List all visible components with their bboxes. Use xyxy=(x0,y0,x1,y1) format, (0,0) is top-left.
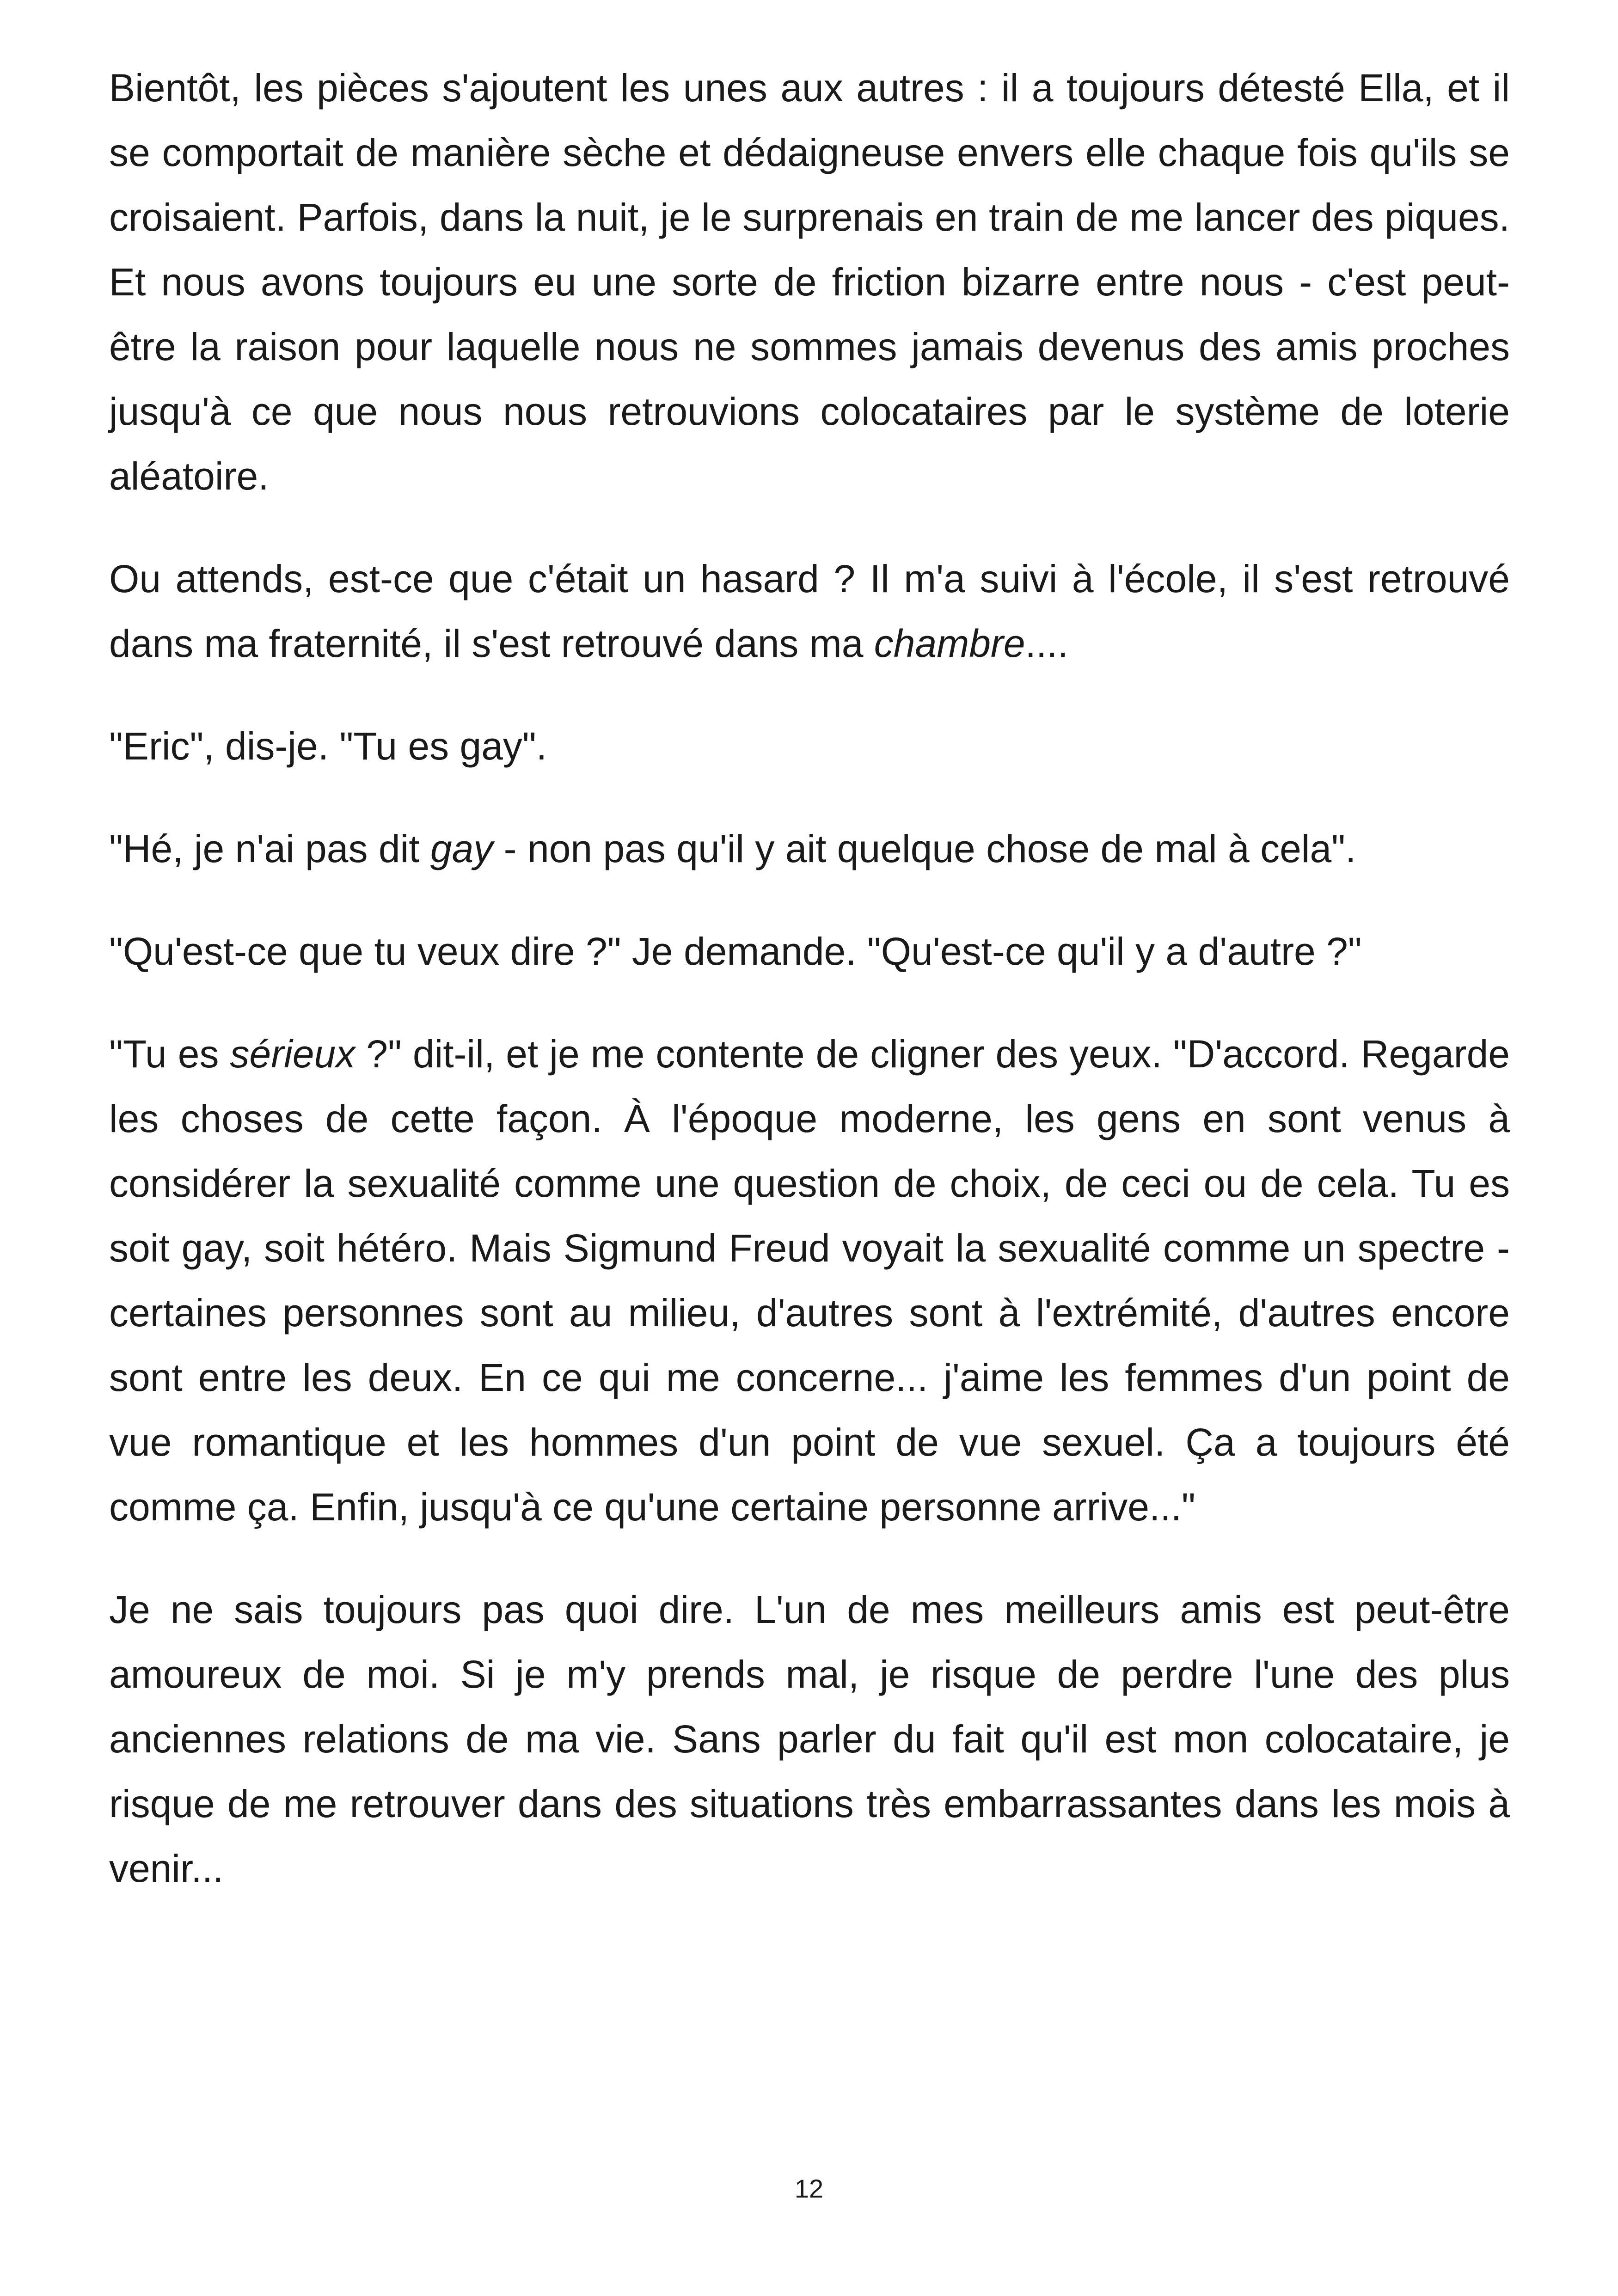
paragraph-1 xyxy=(109,55,1510,508)
paragraph-text: "Tu es xyxy=(109,1032,230,1076)
paragraph-text: "Hé, je n'ai pas dit xyxy=(109,827,430,870)
paragraph-6 xyxy=(109,1022,1510,1539)
paragraph-text: Je ne sais toujours pas quoi dire. L'un de mes meilleurs amis est peut-être amoureux de moi. Si je m'y prends mal, je risque de perdre l'une des plus anciennes relations de ma vie. Sans parler du fait qu'il est mon colocataire, je risque de me retrouver dans des situations très embarrassantes dans les mois à venir... xyxy=(109,1588,1510,1890)
paragraph-3 xyxy=(109,714,1510,778)
paragraph-text: - non pas qu'il y ait quelque chose de mal à cela". xyxy=(493,827,1356,870)
paragraph-5 xyxy=(109,919,1510,984)
paragraph-text: .... xyxy=(1025,622,1068,665)
document-page xyxy=(109,55,1510,1939)
paragraph-2 xyxy=(109,546,1510,676)
italic-text: gay xyxy=(430,827,493,870)
paragraph-text: Ou attends, est-ce que c'était un hasard ? Il m'a suivi à l'école, il s'est retrouvé dans ma fraternité, il s'est retrouvé dans ma xyxy=(109,557,1510,665)
italic-text: sérieux xyxy=(230,1032,355,1076)
paragraph-text: "Qu'est-ce que tu veux dire ?" Je demande. "Qu'est-ce qu'il y a d'autre ?" xyxy=(109,930,1362,973)
paragraph-4 xyxy=(109,816,1510,881)
paragraph-7 xyxy=(109,1577,1510,1901)
page-number: 12 xyxy=(794,2174,824,2203)
paragraph-text: Bientôt, les pièces s'ajoutent les unes aux autres : il a toujours détesté Ella, et il se comportait de manière sèche et dédaigneuse envers elle chaque fois qu'ils se croisaient. Parfois, dans la nuit, je le surprenais en train de me lancer des piques. Et nous avons toujours eu une sorte de friction bizarre entre nous - c'est peut-être la raison pour laquelle nous ne sommes jamais devenus des amis proches jusqu'à ce que nous nous retrouvions colocataires par le système de loterie aléatoire. xyxy=(109,66,1510,498)
paragraph-text: ?" dit-il, et je me contente de cligner des yeux. "D'accord. Regarde les choses de cette façon. À l'époque moderne, les gens en sont venus à considérer la sexualité comme une question de choix, de ceci ou de cela. Tu es soit gay, soit hétéro. Mais Sigmund Freud voyait la sexualité comme un spectre - certaines personnes sont au milieu, d'autres sont à l'extrémité, d'autres encore sont entre les deux. En ce qui me concerne... j'aime les femmes d'un point de vue romantique et les hommes d'un point de vue sexuel. Ça a toujours été comme ça. Enfin, jusqu'à ce qu'une certaine personne arrive..." xyxy=(109,1032,1510,1529)
paragraph-text: "Eric", dis-je. "Tu es gay". xyxy=(109,724,547,768)
italic-text: chambre xyxy=(874,622,1025,665)
